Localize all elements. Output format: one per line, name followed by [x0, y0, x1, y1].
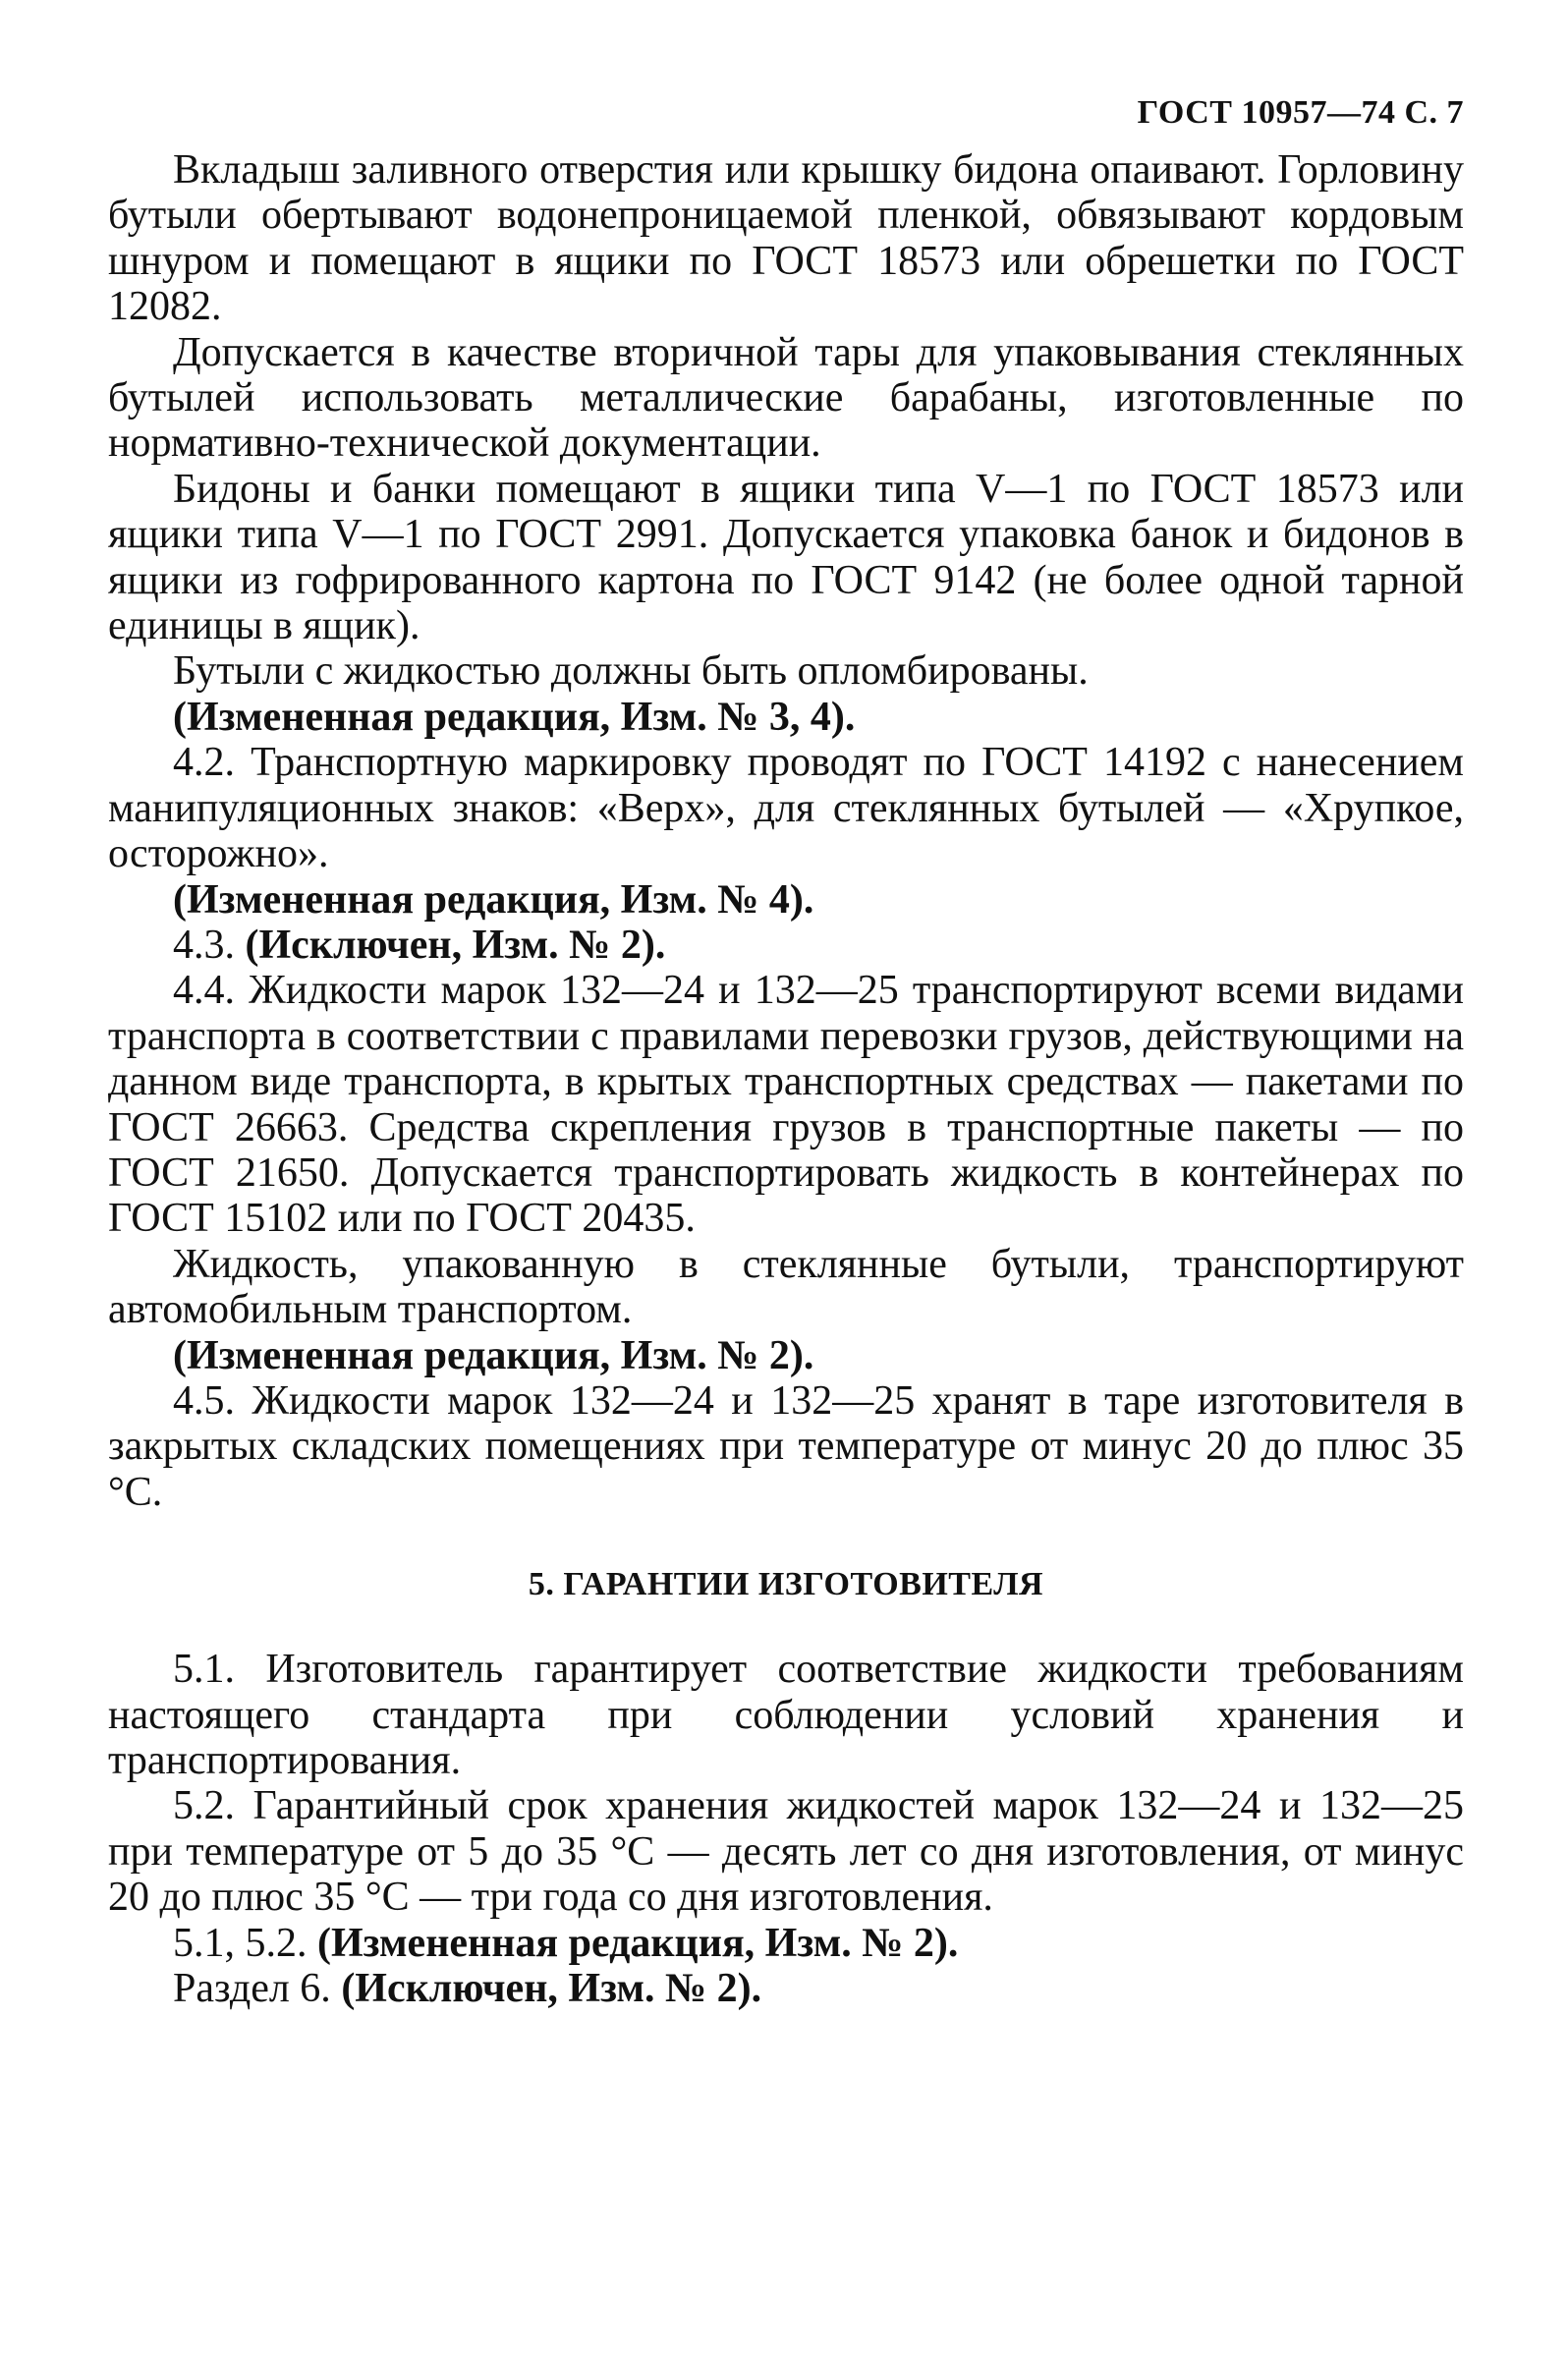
paragraph: Вкладыш заливного отверстия или крышку бидона опаивают. Горловину бутыли обертывают водонепроницаемой пленкой, обвязывают кордовым шнуром и помещают в ящики по ГОСТ 18573 или обрешетки по ГОСТ 12082. — [108, 147, 1464, 330]
clause-number: 5.1, 5.2. — [173, 1920, 308, 1966]
clause-4-2: 4.2. Транспортную маркировку проводят по ГОСТ 14192 с нанесением манипуляционных знаков: «Верх», для стеклянных бутылей — «Хрупкое, осторожно». — [108, 740, 1464, 877]
clause-number: 4.3. — [173, 922, 235, 968]
clause-5-amendment — [108, 1921, 1464, 1966]
paragraph: Бидоны и банки помещают в ящики типа V—1 по ГОСТ 18573 или ящики типа V—1 по ГОСТ 2991. Допускается упаковка банок и бидонов в ящики из гофрированного картона по ГОСТ 9142 (не более одной тарной единицы в ящик). — [108, 466, 1464, 649]
amendment-text: (Измененная редакция, Изм. № 4). — [173, 876, 814, 923]
document-page — [108, 94, 1464, 2011]
amendment-text: (Измененная редакция, Изм. № 2). — [173, 1332, 814, 1378]
clause-5-2: 5.2. Гарантийный срок хранения жидкостей марок 132—24 и 132—25 при температуре от 5 до 35 °С — десять лет со дня изготовления, от минус 20 до плюс 35 °С — три года со дня изготовления. — [108, 1783, 1464, 1921]
clause-4-5: 4.5. Жидкости марок 132—24 и 132—25 хранят в таре изготовителя в закрытых складских помещениях при температуре от минус 20 до плюс 35 °С. — [108, 1377, 1464, 1515]
running-title: ГОСТ 10957—74 С. 7 — [1137, 94, 1464, 131]
clause-5-1: 5.1. Изготовитель гарантирует соответствие жидкости требованиям настоящего стандарта при соблюдении условий хранения и транспортирования. — [108, 1647, 1464, 1783]
clause-4-4: 4.4. Жидкости марок 132—24 и 132—25 транспортируют всеми видами транспорта в соответствии с правилами перевозки грузов, действующими на данном виде транспорта, в крытых транспортных средствах — пакетами по ГОСТ 26663. Средства скрепления грузов в транспортные пакеты — по ГОСТ 21650. Допускается транспортировать жидкость в контейнерах по ГОСТ 15102 или по ГОСТ 20435. — [108, 968, 1464, 1242]
section-6-note — [108, 1966, 1464, 2011]
amendment-note — [108, 1333, 1464, 1378]
paragraph: Допускается в качестве вторичной тары для упаковывания стеклянных бутылей использовать металлические барабаны, изготовленные по нормативно-технической документации. — [108, 329, 1464, 467]
paragraph: Бутыли с жидкостью должны быть опломбированы. — [173, 648, 1089, 695]
section-5-title: 5. ГАРАНТИИ ИЗГОТОВИТЕЛЯ — [528, 1566, 1044, 1603]
section-excluded-note: (Исключен, Изм. № 2). — [341, 1966, 762, 2012]
amendment-text: (Измененная редакция, Изм. № 2). — [317, 1920, 959, 1966]
amendment-note — [108, 877, 1464, 923]
amendment-note — [108, 695, 1464, 740]
clause-excluded-note: (Исключен, Изм. № 2). — [245, 922, 666, 968]
section-label: Раздел 6. — [173, 1966, 331, 2012]
clause-4-4-continuation: Жидкость, упакованную в стеклянные бутыли, транспортируют автомобильным транспортом. — [108, 1241, 1464, 1333]
clause-4-3 — [108, 923, 1464, 968]
amendment-text: (Измененная редакция, Изм. № 3, 4). — [173, 694, 856, 740]
